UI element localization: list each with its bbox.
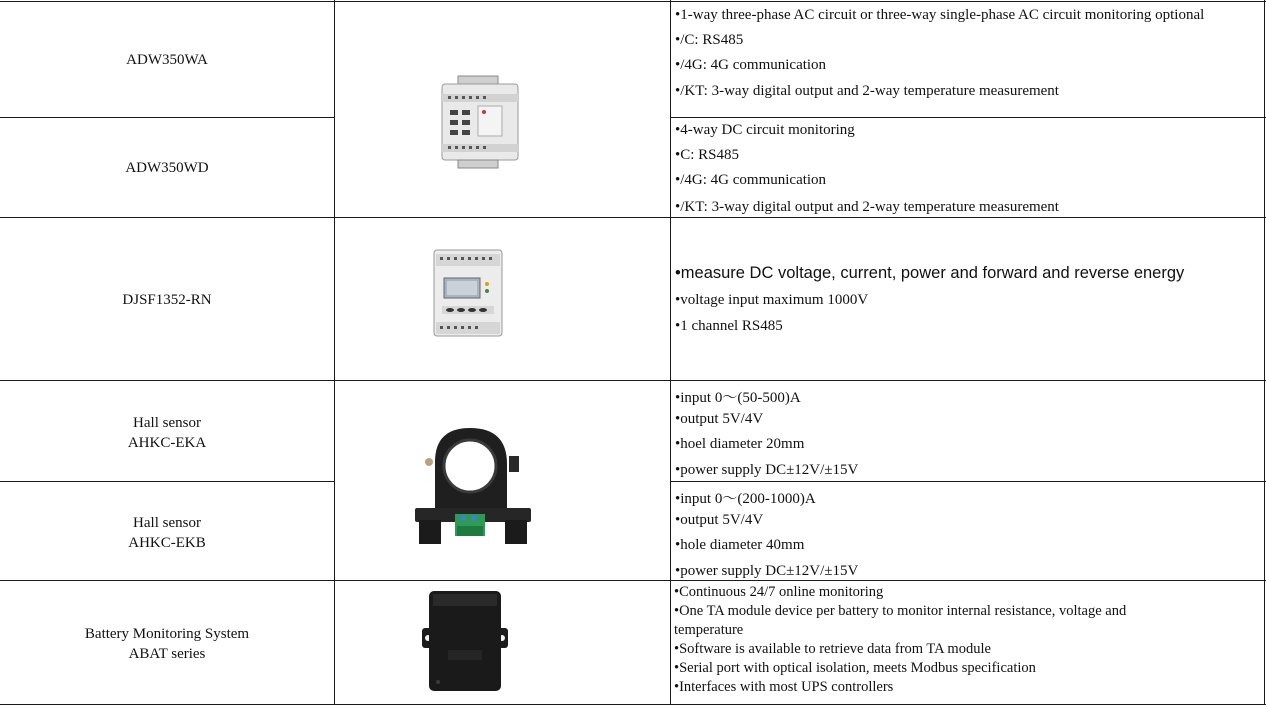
table-rule — [0, 1, 1266, 2]
product-name-line: ABAT series — [128, 646, 206, 662]
battery-module-icon — [418, 588, 512, 694]
spec-line: •input 0～(200-1000)A — [675, 491, 816, 507]
spec-line: •measure DC voltage, current, power and forward and reverse energy — [675, 264, 1185, 282]
spec-line: •Continuous 24/7 online monitoring — [674, 584, 884, 600]
spec-line: •/KT: 3-way digital output and 2-way temperature measurement — [675, 199, 1059, 215]
table-rule — [1264, 0, 1265, 705]
hall-sensor-icon — [415, 422, 531, 552]
product-name: ADW350WD — [125, 160, 209, 176]
adw350-meter-icon — [418, 74, 522, 170]
spec-line: •/C: RS485 — [675, 32, 744, 48]
spec-line: •1 channel RS485 — [675, 318, 783, 334]
spec-line: •4-way DC circuit monitoring — [675, 122, 855, 138]
table-rule — [0, 481, 334, 482]
product-name-line: AHKC-EKA — [127, 435, 207, 451]
spec-line: •output 5V/4V — [675, 411, 764, 427]
spec-line: •One TA module device per battery to monitor internal resistance, voltage and — [674, 603, 1127, 619]
spec-line: temperature — [674, 622, 744, 638]
table-rule — [0, 580, 1266, 581]
spec-line: •hole diameter 40mm — [675, 537, 805, 553]
product-name: ADW350WA — [126, 52, 208, 68]
product-name-line: Battery Monitoring System — [84, 626, 250, 642]
product-name: DJSF1352-RN — [122, 292, 212, 308]
table-rule — [0, 117, 334, 118]
table-rule — [0, 217, 1266, 218]
spec-line: •hoel diameter 20mm — [675, 436, 805, 452]
table-rule — [670, 0, 671, 705]
djsf1352-meter-icon — [430, 248, 506, 338]
table-rule — [0, 380, 1266, 381]
table-rule — [0, 704, 1266, 705]
product-name-line: Hall sensor — [133, 515, 201, 531]
spec-line: •Software is available to retrieve data from TA module — [674, 641, 991, 657]
spec-line: •output 5V/4V — [675, 512, 764, 528]
spec-line: •power supply DC±12V/±15V — [675, 462, 859, 478]
spec-line: •input 0～(50-500)A — [675, 390, 801, 406]
spec-line: •Interfaces with most UPS controllers — [674, 679, 894, 695]
spec-line: •power supply DC±12V/±15V — [675, 563, 859, 579]
product-name-line: Hall sensor — [133, 415, 201, 431]
table-rule — [670, 117, 1266, 118]
spec-line: •/KT: 3-way digital output and 2-way temperature measurement — [675, 83, 1059, 99]
spec-line: •voltage input maximum 1000V — [675, 292, 869, 308]
spec-line: •Serial port with optical isolation, meets Modbus specification — [674, 660, 1036, 676]
product-name — [0, 413, 334, 453]
product-name — [0, 624, 334, 664]
table-rule — [670, 481, 1266, 482]
spec-line: •/4G: 4G communication — [675, 172, 827, 188]
table-rule — [334, 0, 335, 705]
product-name — [0, 513, 334, 553]
product-name-line: AHKC-EKB — [128, 535, 206, 551]
spec-line: •/4G: 4G communication — [675, 57, 827, 73]
spec-line: •C: RS485 — [675, 147, 740, 163]
spec-line: •1-way three-phase AC circuit or three-way single-phase AC circuit monitoring optional — [675, 7, 1205, 23]
